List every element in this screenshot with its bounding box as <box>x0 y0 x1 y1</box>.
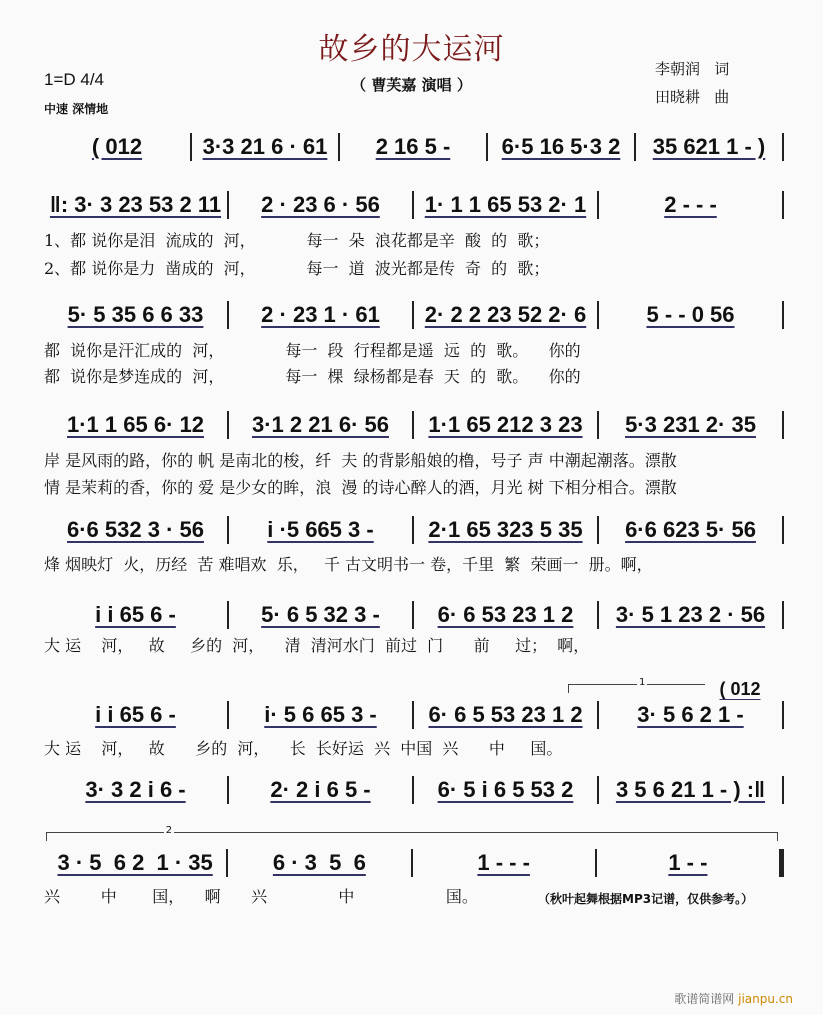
lyric-line: 烽 烟映灯 火，历经 苦 难唱欢 乐， 千 古文明书一 卷，千里 繁 荣画一 册。啊， <box>44 555 653 574</box>
measure: i· 5 6 65 3 - <box>264 702 377 727</box>
measure: 6· 6 5 53 23 1 2 <box>428 702 583 727</box>
notation-row <box>44 700 784 730</box>
measure: ( 012 <box>91 134 143 159</box>
measure: 3 5 6 21 1 - ) :‖ <box>615 777 766 802</box>
notation-row <box>44 775 784 805</box>
bar-line <box>782 601 784 629</box>
notation-row <box>44 515 784 545</box>
measure: 5·3 231 2· 35 <box>625 412 756 437</box>
lyric-line: 2、都 说你是力 凿成的 河， 每一 道 波光都是传 奇 的 歌； <box>44 259 550 278</box>
measure: 6· 6 53 23 1 2 <box>437 602 574 627</box>
measure: i ·5 665 3 - <box>267 517 374 542</box>
measure: 3 · 5 6 2 1 · 35 <box>57 850 213 875</box>
measure: 5· 5 35 6 6 33 <box>67 302 204 327</box>
measure: i i 65 6 - <box>95 602 176 627</box>
lyric-line: 岸 是风雨的路，你的 帆 是南北的梭，纤 夫 的背影船娘的橹，号子 声 中潮起潮落。漂散 <box>44 451 677 470</box>
measure: 1 - - <box>668 850 708 875</box>
lyricist: 李朝润 词 <box>655 60 730 78</box>
measure: 1·1 65 212 3 23 <box>428 412 583 437</box>
bar-line <box>782 701 784 729</box>
lyric-line: 都 说你是梦连成的 河， 每一 棵 绿杨都是春 天 的 歌。 你的 <box>44 367 581 386</box>
bar-line <box>782 411 784 439</box>
volta-2: 2 <box>46 832 778 841</box>
measure: 2· 2 2 23 52 2· 6 <box>424 302 587 327</box>
measure: 5 - - 0 56 <box>646 302 735 327</box>
measure: 3·3 21 6 · 61 <box>202 134 328 159</box>
notation-row <box>44 300 784 330</box>
notation-row <box>44 600 784 630</box>
song-title: 故乡的大运河 <box>318 32 505 67</box>
measure: 1· 1 1 65 53 2· 1 <box>424 192 587 217</box>
notation-row <box>44 190 784 220</box>
measure: 2 - - - <box>664 192 717 217</box>
bar-line <box>782 191 784 219</box>
measure: 2 · 23 1 · 61 <box>261 302 380 327</box>
lyric-line: 大 运 河， 故 乡的 河， 清 清河水门 前过 门 前 过； 啊， <box>44 636 590 655</box>
measure: 3· 5 1 23 2 · 56 <box>615 602 766 627</box>
notation-row <box>44 848 784 878</box>
measure: 2 · 23 6 · 56 <box>261 192 380 217</box>
lyric-line: 兴 中 国， 啊 兴 中 国。 <box>44 887 478 906</box>
measure: 2 16 5 - <box>375 134 451 159</box>
measure: 5· 6 5 32 3 - <box>261 602 380 627</box>
volta-1: 1 <box>568 684 705 693</box>
bar-line <box>779 849 784 877</box>
bar-line <box>782 133 784 161</box>
bar-line <box>782 301 784 329</box>
measure: 3· 5 6 2 1 - <box>637 702 744 727</box>
measure: 3·1 2 21 6· 56 <box>252 412 389 437</box>
notation-row <box>44 132 784 162</box>
lyric-line: 1、都 说你是泪 流成的 河， 每一 朵 浪花都是辛 酸 的 歌； <box>44 231 550 250</box>
measure: 6·5 16 5·3 2 <box>501 134 621 159</box>
measure: 6·6 623 5· 56 <box>625 517 756 542</box>
measure: i i 65 6 - <box>95 702 176 727</box>
bar-line <box>782 516 784 544</box>
measure: 1·1 1 65 6· 12 <box>67 412 204 437</box>
bar-line <box>782 776 784 804</box>
lyric-line: 都 说你是汗汇成的 河， 每一 段 行程都是遥 远 的 歌。 你的 <box>44 341 581 360</box>
measure: 35 621 1 - ) <box>652 134 766 159</box>
measure: 2· 2 i 6 5 - <box>270 777 371 802</box>
pickup-notes: ( 012 <box>719 678 761 699</box>
lyric-line: 情 是茉莉的香，你的 爱 是少女的眸，浪 漫 的诗心醉人的酒，月光 树 下相分相合。漂散 <box>44 478 677 497</box>
measure: 1 - - - <box>477 850 530 875</box>
notation-row <box>44 410 784 440</box>
tempo-marking: 中速 深情地 <box>44 102 109 116</box>
measure: 6·6 532 3 · 56 <box>67 517 204 542</box>
measure: 6 · 3 5 6 <box>272 850 366 875</box>
measure: 6· 5 i 6 5 53 2 <box>437 777 574 802</box>
key-signature: 1=D 4/4 <box>44 70 105 89</box>
watermark: 歌谱简谱网 jianpu.cn <box>674 992 793 1006</box>
measure: ‖: 3· 3 23 53 2 11 <box>49 192 222 217</box>
footnote: （秋叶起舞根据MP3记谱，仅供参考。） <box>538 892 754 906</box>
lyric-line: 大 运 河， 故 乡的 河， 长 长好运 兴 中国 兴 中 国。 <box>44 739 563 758</box>
measure: 3· 3 2 i 6 - <box>85 777 186 802</box>
measure: 2·1 65 323 5 35 <box>428 517 583 542</box>
singer: （ 曹芙嘉 演唱 ） <box>351 76 472 94</box>
composer: 田晓耕 曲 <box>655 88 730 106</box>
